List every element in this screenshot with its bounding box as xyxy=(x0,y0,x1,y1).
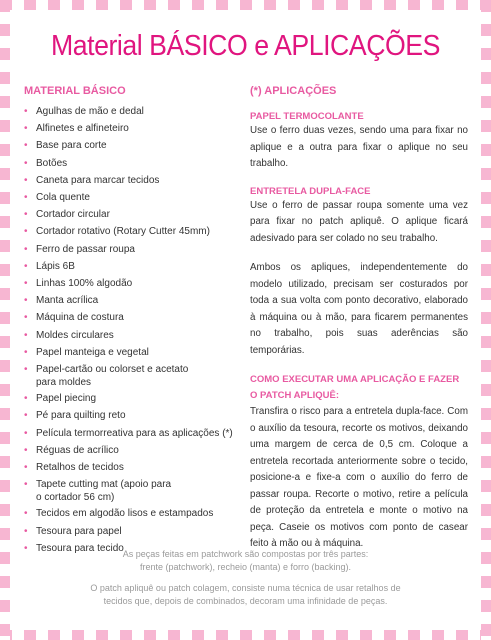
checkered-border-bottom xyxy=(0,630,491,640)
bullet-icon: • xyxy=(24,364,28,376)
bullet-icon: • xyxy=(24,278,28,290)
list-item xyxy=(24,309,244,326)
list-item-text: Papel-cartão ou colorset e acetato xyxy=(36,364,189,376)
list-item-text: Caneta para marcar tecidos xyxy=(36,174,160,186)
bullet-icon: • xyxy=(24,410,28,422)
footer-line: tecidos que, depois de combinados, decoram uma infinidade de peças. xyxy=(103,596,388,606)
bullet-icon: • xyxy=(24,174,28,186)
bullet-icon: • xyxy=(24,226,28,238)
bullet-icon: • xyxy=(24,525,28,537)
checkered-border-right xyxy=(481,0,491,640)
list-item xyxy=(24,172,244,189)
bullet-icon: • xyxy=(24,329,28,341)
basic-material-column xyxy=(24,84,244,557)
list-item xyxy=(24,523,244,540)
list-item xyxy=(24,442,244,459)
list-item xyxy=(24,275,244,292)
list-item xyxy=(24,476,244,505)
section-entretela-dupla-face xyxy=(250,186,468,248)
section-text: Use o ferro duas vezes, sendo uma para fixar no aplique e a outra para fixar o aplique no seu trabalho. xyxy=(250,125,468,169)
list-item xyxy=(24,505,244,522)
list-item-text: Película termorreativa para as aplicações (*) xyxy=(36,427,233,439)
list-item xyxy=(24,361,244,390)
list-item-text: Retalhos de tecidos xyxy=(36,462,124,474)
list-item-text: Agulhas de mão e dedal xyxy=(36,106,144,117)
bullet-icon: • xyxy=(24,542,28,554)
list-item-text: Alfinetes e alfineteiro xyxy=(36,123,129,135)
bullet-icon: • xyxy=(24,243,28,255)
page-title: Material BÁSICO e APLICAÇÕES xyxy=(51,30,440,62)
list-item-text: Cortador circular xyxy=(36,209,110,221)
basic-material-list xyxy=(24,103,244,557)
bullet-icon: • xyxy=(24,209,28,221)
list-item-text: Cortador rotativo (Rotary Cutter 45mm) xyxy=(36,226,210,238)
bullet-icon: • xyxy=(24,346,28,358)
checkered-border-left xyxy=(0,0,10,640)
list-item xyxy=(24,103,244,120)
footer-line: O patch apliquê ou patch colagem, consiste numa técnica de usar retalhos de xyxy=(90,583,401,593)
footer-patch-aplique xyxy=(40,582,451,608)
section-subheading: ENTRETELA DUPLA-FACE xyxy=(250,185,371,197)
list-item-text: Ferro de passar roupa xyxy=(36,243,135,255)
list-item xyxy=(24,189,244,206)
list-item-text: Tapete cutting mat (apoio para xyxy=(36,479,172,491)
basic-material-heading: MATERIAL BÁSICO xyxy=(24,85,126,97)
list-item-text: Base para corte xyxy=(36,140,107,152)
list-item xyxy=(24,292,244,309)
list-item-text: Papel piecing xyxy=(36,393,97,405)
checkered-border-top xyxy=(0,0,491,10)
bullet-icon: • xyxy=(24,312,28,324)
list-item xyxy=(24,327,244,344)
footer-line: frente (patchwork), recheio (manta) e forro (backing). xyxy=(139,562,352,572)
bullet-icon: • xyxy=(24,479,28,491)
bullet-icon: • xyxy=(24,260,28,272)
footer-patchwork-parts xyxy=(40,548,451,574)
list-item xyxy=(24,223,244,240)
list-item xyxy=(24,425,244,442)
list-item-text: Linhas 100% algodão xyxy=(36,278,133,290)
list-item xyxy=(24,258,244,275)
section-text: Use o ferro de passar roupa somente uma vez para fixar no patch apliquê. O aplique ficará adesivado para ser colado no seu trabalho. xyxy=(250,199,468,244)
list-item-text: Pé para quilting reto xyxy=(36,410,126,422)
bullet-icon: • xyxy=(24,192,28,204)
list-item xyxy=(24,137,244,154)
bullet-icon: • xyxy=(24,462,28,474)
list-item xyxy=(24,241,244,258)
section-subheading: COMO EXECUTAR UMA APLICAÇÃO E FAZER O PATCH APLIQUÊ: xyxy=(250,374,460,401)
bullet-icon: • xyxy=(24,140,28,152)
list-item xyxy=(24,459,244,476)
bullet-icon: • xyxy=(24,427,28,439)
list-item xyxy=(24,390,244,407)
applications-column xyxy=(250,84,468,553)
footer-line: As peças feitas em patchwork são compostas por três partes: xyxy=(122,549,369,559)
section-text: Transfira o risco para a entretela dupla-face. Com o auxílio da tesoura, recorte os motivos, deixando uma margem de cerca de 0,5 cm. Coloque a entretela recortada anteriormente sobre o tecido, posicione-a e fixe-a com o auxílio do ferro de passar roupa. Recorte o motivo, retire a película de proteção da entretela e monte o motivo na peça. Caseie os motivos com ponto de casear feito à mão ou à máquina. xyxy=(250,406,468,549)
bullet-icon: • xyxy=(24,508,28,520)
list-item-text: Tesoura para papel xyxy=(36,525,122,537)
list-item-text: para moldes xyxy=(36,377,92,389)
list-item-text: Lápis 6B xyxy=(36,260,75,272)
list-item-text: o cortador 56 cm) xyxy=(36,492,115,504)
section-papel-termocolante xyxy=(250,111,468,173)
list-item-text: Botões xyxy=(36,157,68,169)
section-text: Ambos os apliques, independentemente do modelo utilizado, precisam ser costurados por toda a sua volta com ponto decorativo, elaborado à máquina ou à mão, para ficarem permanentes no trabalho, pois suas aderências são temporárias. xyxy=(250,262,468,356)
section-subheading: PAPEL TERMOCOLANTE xyxy=(250,111,364,122)
bullet-icon: • xyxy=(24,444,28,456)
list-item-text: Tecidos em algodão lisos e estampados xyxy=(36,508,214,520)
bullet-icon: • xyxy=(24,295,28,307)
list-item-text: Tesoura para tecido xyxy=(36,542,124,554)
list-item-text: Cola quente xyxy=(36,192,90,204)
section-como-executar xyxy=(250,372,468,553)
list-item-text: Papel manteiga e vegetal xyxy=(36,346,149,358)
list-item xyxy=(24,120,244,137)
bullet-icon: • xyxy=(24,393,28,405)
list-item-text: Máquina de costura xyxy=(36,312,124,324)
bullet-icon: • xyxy=(24,106,28,117)
list-item-text: Réguas de acrílico xyxy=(36,444,119,456)
list-item-text: Moldes circulares xyxy=(36,329,114,341)
applications-heading: (*) APLICAÇÕES xyxy=(250,85,337,97)
list-item-text: Manta acrílica xyxy=(36,295,99,307)
list-item xyxy=(24,206,244,223)
bullet-icon: • xyxy=(24,157,28,169)
list-item xyxy=(24,407,244,424)
section-ambos-apliques xyxy=(250,260,468,359)
list-item xyxy=(24,344,244,361)
bullet-icon: • xyxy=(24,123,28,135)
list-item xyxy=(24,155,244,172)
